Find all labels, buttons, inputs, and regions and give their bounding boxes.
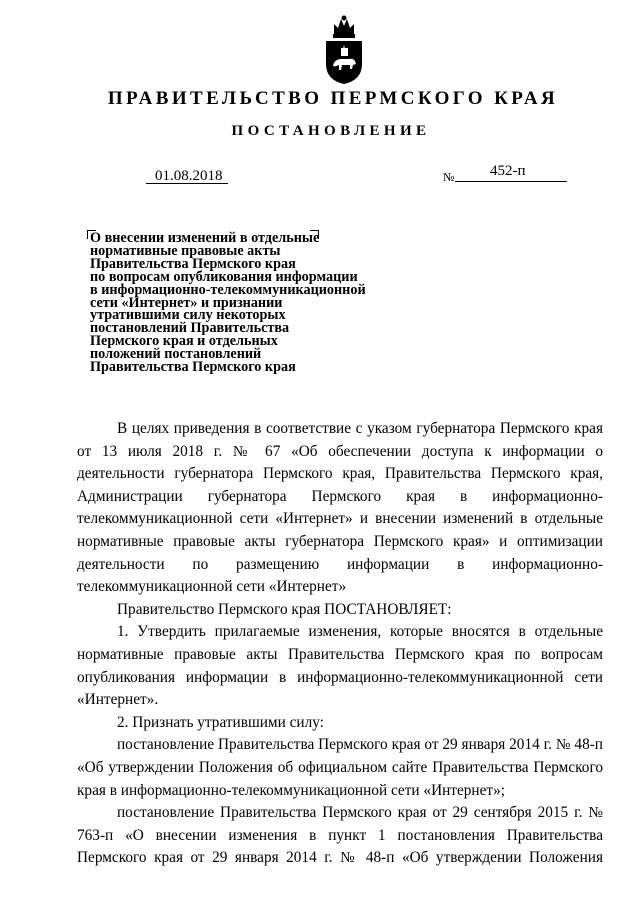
document-date: 01.08.2018 xyxy=(155,168,223,184)
number-underline xyxy=(455,181,567,182)
subject-line: в информационно-телекоммуникационной xyxy=(90,281,366,298)
subject-line: Правительства Пермского края xyxy=(90,255,296,272)
emblem xyxy=(322,14,366,86)
subject-line: сети «Интернет» и признании xyxy=(90,294,283,311)
repealed-act-1: постановление Правительства Пермского края от 29 января 2014 г. № 48-п «Об утверждении Положения об официальном сайте Правительства Пермского края в информационно-телекоммуникационной сети «Интернет»; xyxy=(77,736,603,799)
perm-krai-coat-of-arms-icon xyxy=(322,14,366,86)
subject-line: нормативные правовые акты xyxy=(90,242,281,259)
resolution-statement: Правительство Пермского края ПОСТАНОВЛЯЕТ: xyxy=(117,600,452,618)
document-body xyxy=(77,418,603,870)
subject-line: Правительства Пермского края xyxy=(90,359,296,376)
date-underline xyxy=(146,183,228,184)
subject-line: положений постановлений xyxy=(90,346,262,363)
number-sign: № xyxy=(443,170,455,184)
document-type: ПОСТАНОВЛЕНИЕ xyxy=(231,123,431,139)
subject-line: утратившими силу некоторых xyxy=(90,307,286,324)
subject-line: Пермского края и отдельных xyxy=(90,333,278,350)
clause-1: 1. Утвердить прилагаемые изменения, которые вносятся в отдельные нормативные правовые акты Правительства Пермского края по вопросам опубликования информации в информационно-телекоммуникационной сети «Интернет». xyxy=(77,623,603,709)
subject-block xyxy=(90,232,420,374)
subject-line: О внесении изменений в отдельные xyxy=(90,230,320,246)
document-number: 452-п xyxy=(490,163,526,179)
government-title: ПРАВИТЕЛЬСТВО ПЕРМСКОГО КРАЯ xyxy=(107,88,559,109)
subject-line: постановлений Правительства xyxy=(90,320,290,337)
clause-2: 2. Признать утратившими силу: xyxy=(117,713,324,731)
subject-line: по вопросам опубликования информации xyxy=(90,268,358,285)
preamble-paragraph: В целях приведения в соответствие с указом губернатора Пермского края от 13 июля 2018 г. № 67 «Об обеспечении доступа к информации о деятельности губернатора Пермского края, Правительства Пермского края, Администрации губернатора Пермского края в информационно-телекоммуникационной сети «Интернет» и внесении изменений в отдельные нормативные правовые акты губернатора Пермского края» и оптимизации деятельности по размещению информации в информационно-телекоммуникационной сети «Интернет» xyxy=(77,420,603,596)
repealed-act-2: постановление Правительства Пермского края от 29 сентября 2015 г. № 763-п «О внесении изменения в пункт 1 постановления Правительства Пермского края от 29 января 2014 г. № 48-п «Об утверждении Положения xyxy=(77,804,603,867)
